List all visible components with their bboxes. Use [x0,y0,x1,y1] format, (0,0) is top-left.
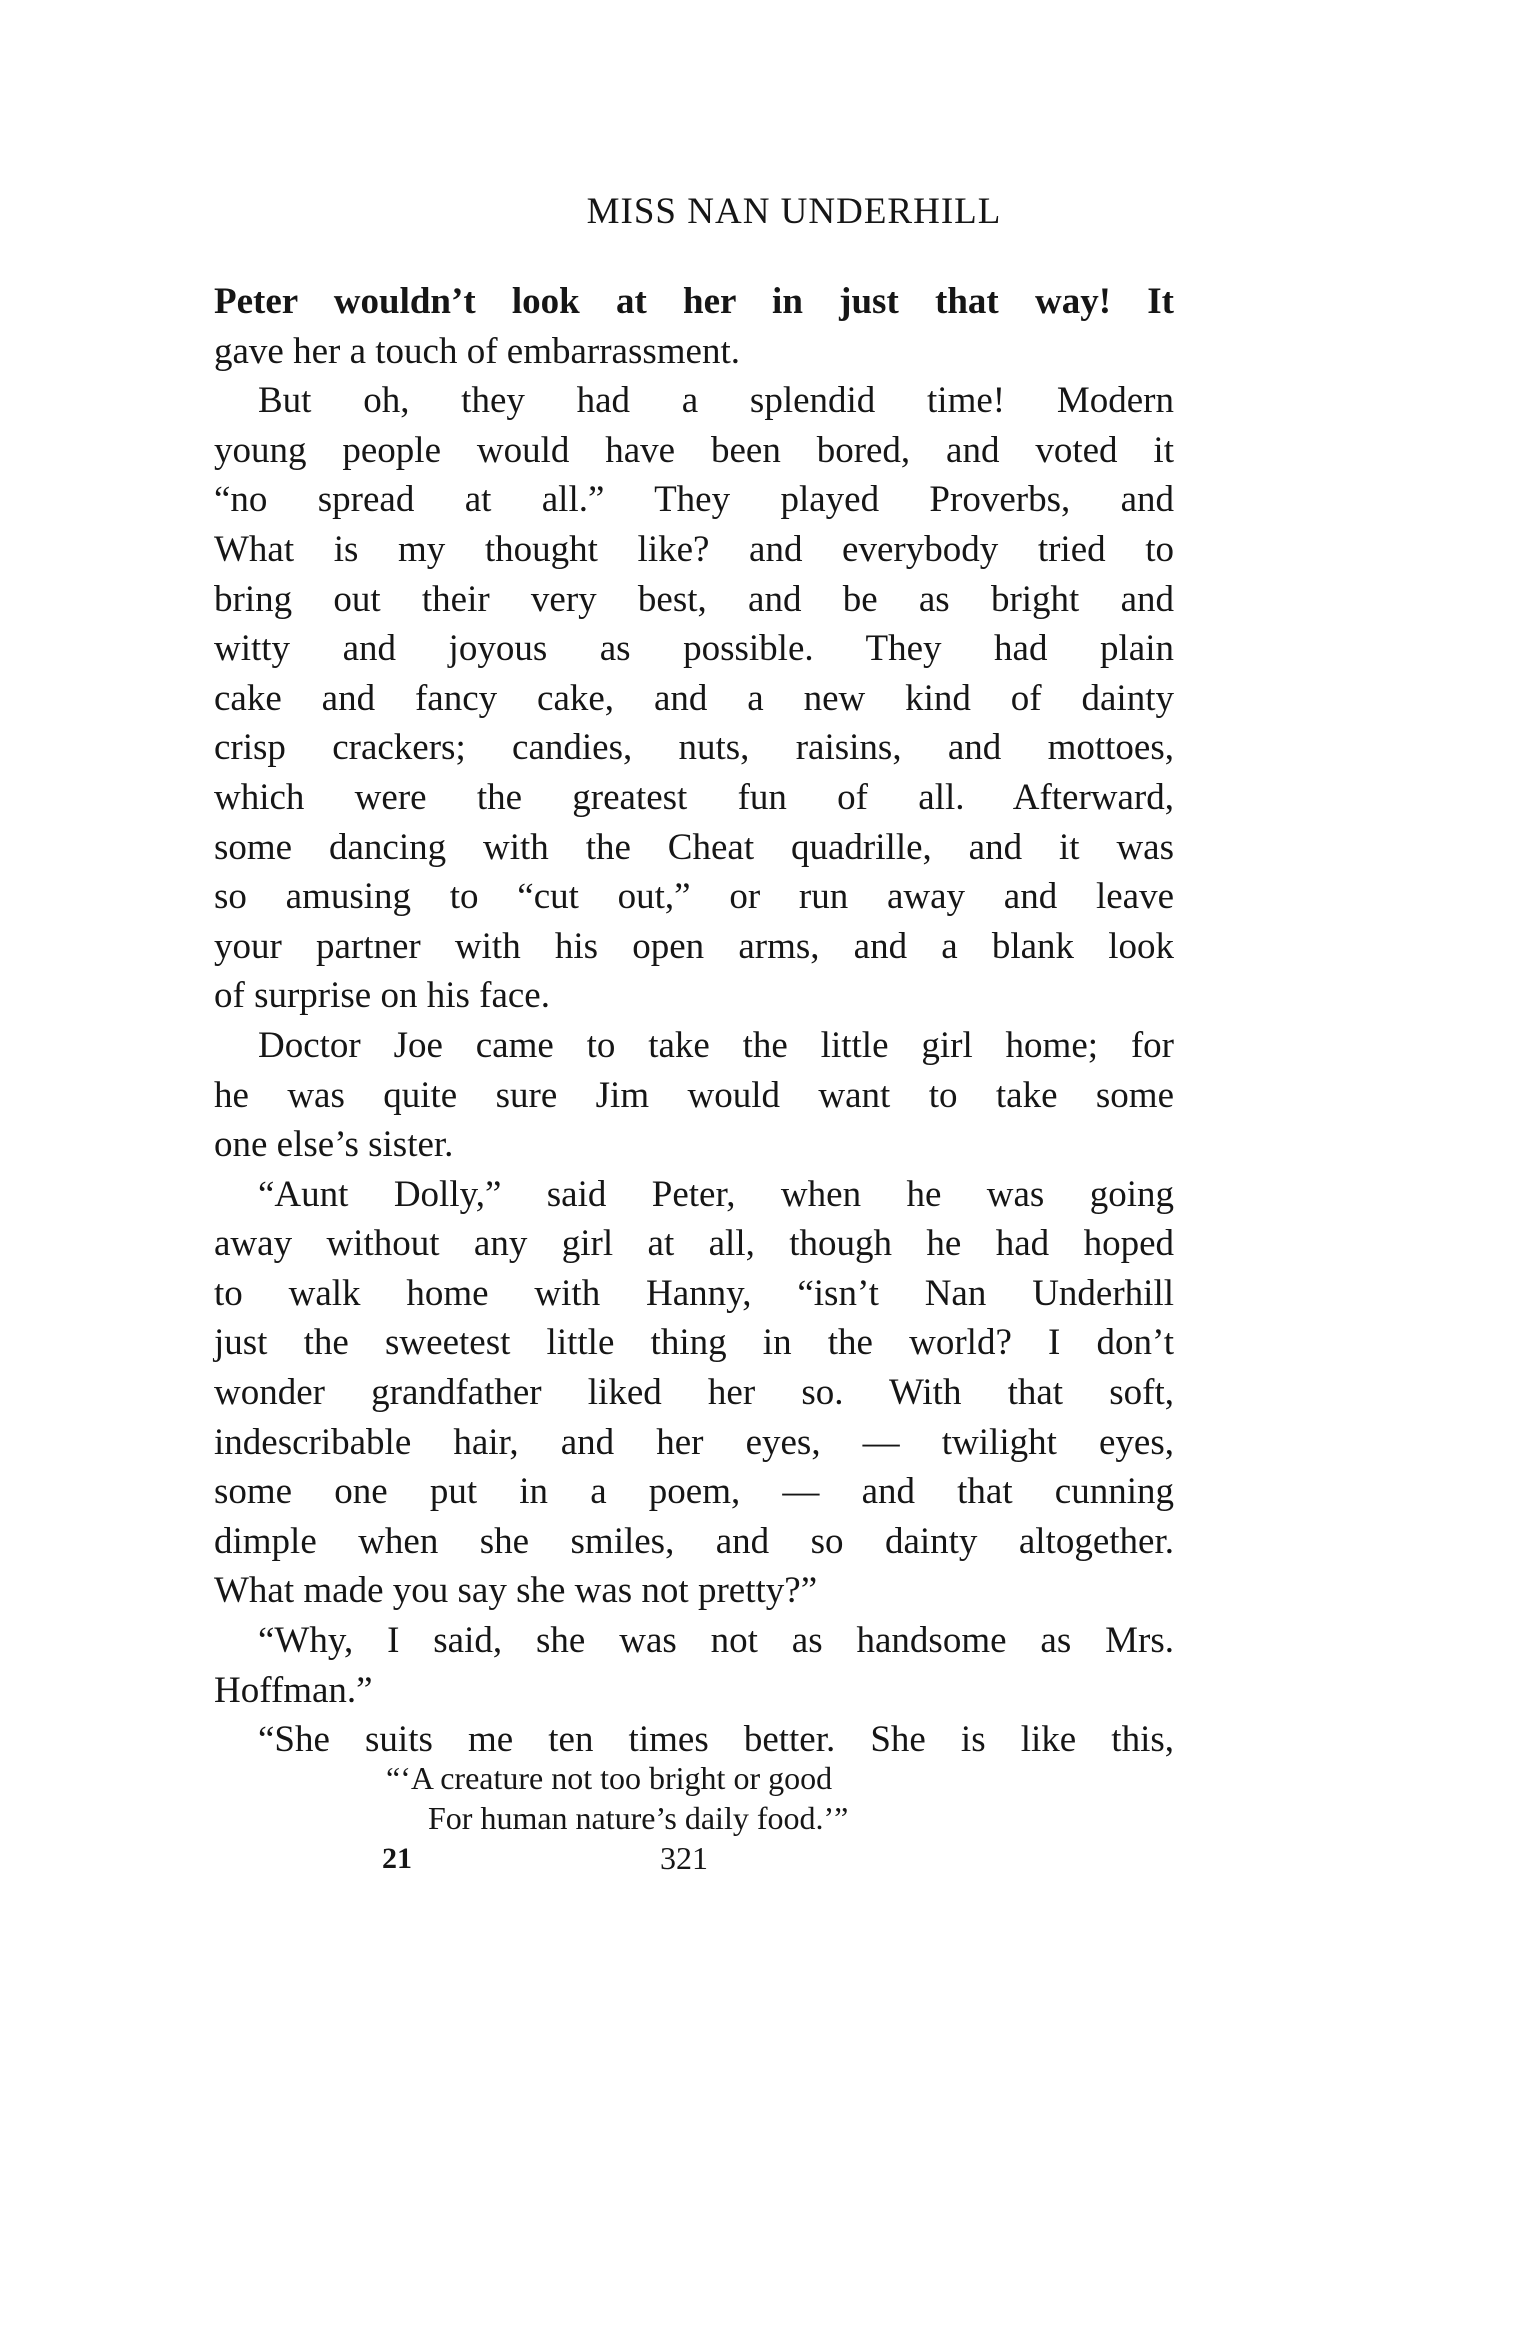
page-number: 321 [660,1840,708,1876]
body-text [214,277,1174,1765]
text-line: of surprise on his face. [214,975,550,1017]
text-line: indescribable hair, and her eyes, — twilight eyes, [214,1421,1174,1463]
text-line: Doctor Joe came to take the little girl home; for [258,1024,1174,1066]
text-line: just the sweetest little thing in the world? I don’t [214,1322,1174,1364]
text-line: young people would have been bored, and voted it [214,429,1174,471]
text-line: gave her a touch of embarrassment. [214,330,741,372]
text-line: “no spread at all.” They played Proverbs, and [214,479,1174,521]
text-line: But oh, they had a splendid time! Modern [258,380,1174,422]
text-line: some dancing with the Cheat quadrille, and it was [214,826,1174,868]
text-line: some one put in a poem, — and that cunning [214,1471,1174,1513]
text-line: he was quite sure Jim would want to take some [214,1074,1174,1116]
text-line: “Why, I said, she was not as handsome as Mrs. [258,1620,1174,1662]
text-line: Peter wouldn’t look at her in just that way! It [214,281,1174,322]
verse-line: “‘A creature not too bright or good [386,1760,833,1796]
text-line: dimple when she smiles, and so dainty altogether. [214,1520,1174,1562]
verse-line: For human nature’s daily food.’” [428,1800,849,1836]
text-line: bring out their very best, and be as bright and [214,578,1174,620]
text-line: What is my thought like? and everybody tried to [214,528,1174,570]
text-line: to walk home with Hanny, “isn’t Nan Underhill [214,1272,1174,1314]
text-line: one else’s sister. [214,1124,454,1166]
text-line: your partner with his open arms, and a blank look [214,925,1174,967]
text-line: which were the greatest fun of all. Afterward, [214,776,1174,818]
text-line: so amusing to “cut out,” or run away and leave [214,876,1174,918]
text-line: “She suits me ten times better. She is like this, [258,1719,1174,1761]
text-line: What made you say she was not pretty?” [214,1570,818,1612]
signature-mark: 21 [382,1842,412,1875]
text-line: Hoffman.” [214,1669,373,1711]
running-head: MISS NAN UNDERHILL [586,191,1002,232]
text-line: “Aunt Dolly,” said Peter, when he was going [258,1173,1174,1215]
text-line: cake and fancy cake, and a new kind of dainty [214,677,1174,719]
text-line: witty and joyous as possible. They had plain [214,628,1174,670]
text-line: away without any girl at all, though he had hoped [214,1223,1174,1265]
verse-quotation [378,1758,848,1838]
text-line: wonder grandfather liked her so. With that soft, [214,1372,1174,1414]
text-line: crisp crackers; candies, nuts, raisins, and mottoes, [214,727,1174,769]
